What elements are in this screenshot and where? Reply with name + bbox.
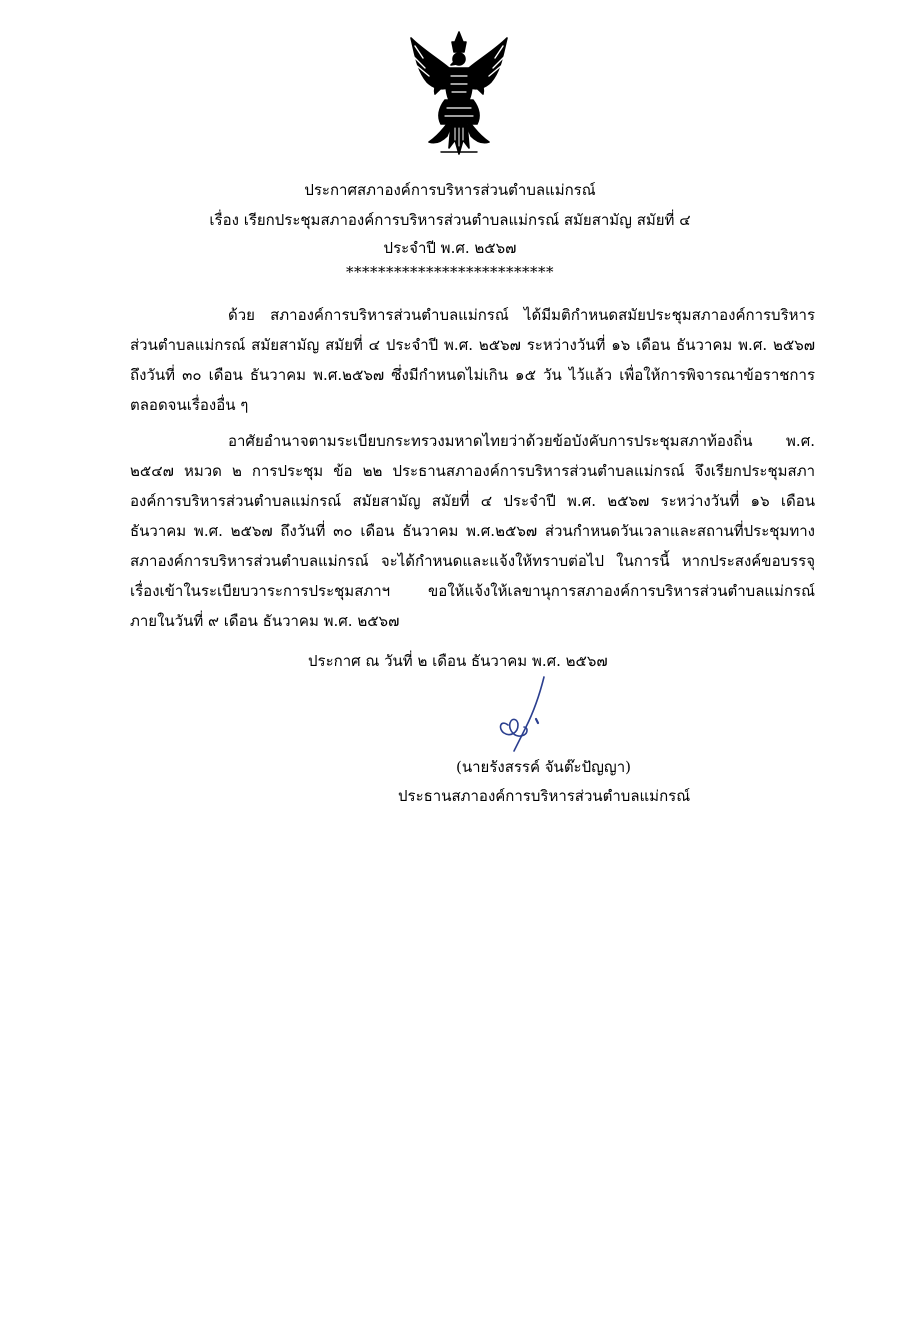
- announcement-title: ประกาศสภาองค์การบริหารส่วนตำบลแม่กรณ์: [304, 181, 596, 199]
- body-paragraph-1: ด้วย สภาองค์การบริหารส่วนตำบลแม่กรณ์ ได้มีมติกำหนดสมัยประชุมสภาองค์การบริหารส่วนตำบลแม่กรณ์ สมัยสามัญ สมัยที่ ๔ ประจำปี พ.ศ. ๒๕๖๗ ระหว่างวันที่ ๑๖ เดือน ธันวาคม พ.ศ. ๒๕๖๗ ถึงวันที่ ๓๐ เดือน ธันวาคม พ.ศ.๒๕๖๗ ซึ่งมีกำหนดไม่เกิน ๑๕ วัน ไว้แล้ว เพื่อให้การพิจารณาข้อราชการตลอดจนเรื่องอื่น ๆ: [130, 306, 815, 414]
- announcement-date: ประกาศ ณ วันที่ ๒ เดือน ธันวาคม พ.ศ. ๒๕๖๗: [308, 652, 608, 670]
- announcement-subject: เรื่อง เรียกประชุมสภาองค์การบริหารส่วนตำบลแม่กรณ์ สมัยสามัญ สมัยที่ ๔: [209, 211, 691, 229]
- garuda-emblem-icon: [405, 28, 513, 160]
- body-paragraph-2: อาศัยอำนาจตามระเบียบกระทรวงมหาดไทยว่าด้วยข้อบังคับการประชุมสภาท้องถิ่น พ.ศ. ๒๕๔๗ หมวด ๒ การประชุม ข้อ ๒๒ ประธานสภาองค์การบริหารส่วนตำบลแม่กรณ์ จึงเรียกประชุมสภาองค์การบริหารส่วนตำบลแม่กรณ์ สมัยสามัญ สมัยที่ ๔ ประจำปี พ.ศ. ๒๕๖๗ ระหว่างวันที่ ๑๖ เดือน ธันวาคม พ.ศ. ๒๕๖๗ ถึงวันที่ ๓๐ เดือน ธันวาคม พ.ศ.๒๕๖๗ ส่วนกำหนดวันเวลาและสถานที่ประชุมทางสภาองค์การบริหารส่วนตำบลแม่กรณ์ จะได้กำหนดและแจ้งให้ทราบต่อไป ในการนี้ หากประสงค์ขอบรรจุเรื่องเข้าในระเบียบวาระการประชุมสภาฯ ขอให้แจ้งให้เลขานุการสภาองค์การบริหารส่วนตำบลแม่กรณ์ ภายในวันที่ ๙ เดือน ธันวาคม พ.ศ. ๒๕๖๗: [130, 432, 815, 630]
- header-separator: **************************: [346, 263, 554, 281]
- signer-name: (นายรังสรรค์ จันต๊ะปัญญา): [456, 758, 631, 776]
- signer-title: ประธานสภาองค์การบริหารส่วนตำบลแม่กรณ์: [398, 787, 691, 805]
- announcement-year: ประจำปี พ.ศ. ๒๕๖๗: [383, 239, 517, 257]
- handwritten-signature-icon: [494, 675, 558, 755]
